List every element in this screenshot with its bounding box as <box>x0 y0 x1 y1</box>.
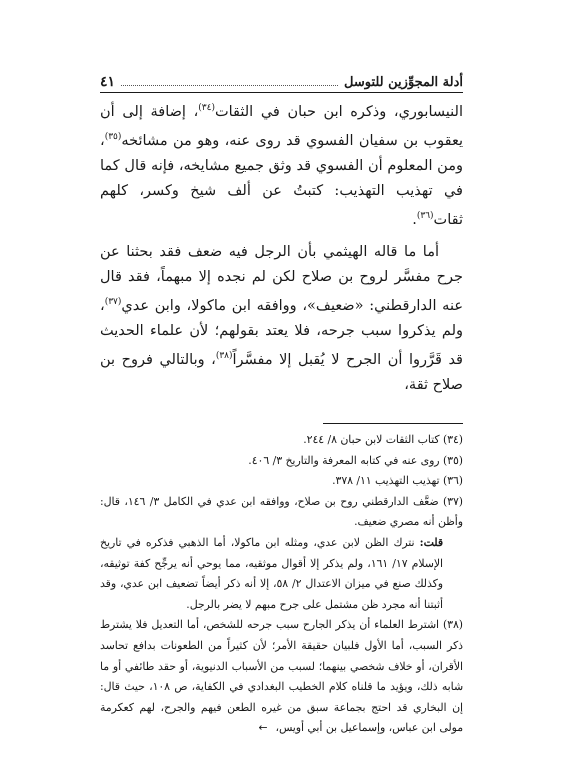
text-segment: ، ومن المعلوم أن الفسوي قد وثق جميع مشايخه، فإنه قال كما في تهذيب التهذيب: كتبتُ عن ألف شيخ وكسر، كلهم ثقات <box>100 132 463 228</box>
footnote-36: (٣٦) تهذيب التهذيب ١١/ ٣٧٨. <box>332 474 463 488</box>
header-dotted-leader <box>121 85 338 86</box>
text-segment: أما ما قاله الهيثمي بأن الرجل فيه ضعف فقد بحثنا عن جرح مفسَّر لروح بن صلاح لكن لم نجده إلا مبهماً، فقد قال عنه الدارقطني: «ضعيف»، ووافقه ابن ماكولا، وابن عدي <box>100 244 463 315</box>
text-segment: النيسابوري، وذكره ابن حبان في الثقات <box>214 103 463 120</box>
footnote-ref: (٣٧) <box>104 297 122 308</box>
header-title: أدلة المجوِّزين للتوسل <box>343 75 463 90</box>
footnote-35: (٣٥) روى عنه في كتابه المعرفة والتاريخ ٣/ ٤٠٦. <box>248 453 463 467</box>
paragraph-2 <box>100 240 463 398</box>
continue-arrow-icon: ← <box>258 721 268 735</box>
footnote-38-text: (٣٨) اشترط العلماء أن يذكر الجارح سبب جرحه للشخص، أما التعديل فلا يشترط ذكر السبب، أما الأول فلبيان حقيقة الأمر؛ لأن كثيراً من الطعونات بدافع تحاسد الأقران، أو خلاف شخصي بينهما؛ لسبب من الأسباب الدنيوية، أو حقد طائفي أو ما شابه ذلك، ويؤيد ما قلناه كلام الخطيب البغدادي في الكفاية، ص ١٠٨، حيث قال: إن البخاري قد احتج بجماعة سبق من غيره الطعن فيهم والجرح، لهم كعكرمة مولى ابن عباس، وإسماعيل بن أبي أويس، <box>100 618 463 735</box>
footnote-37-comment <box>100 533 463 615</box>
text-segment: ، وبالتالي فروح بن صلاح ثقة، <box>100 352 463 394</box>
text-segment: . <box>412 211 417 228</box>
footnote-separator <box>323 423 463 424</box>
footnote-ref: (٣٦) <box>416 210 434 221</box>
text-segment: ، إضافة إلى أن يعقوب بن سفيان الفسوي قد روى عنه، وهو من مشائخه <box>100 103 463 149</box>
footnote-37-label: قلت: <box>419 535 443 549</box>
page-number: ٤١ <box>100 74 116 90</box>
footnotes <box>100 430 463 739</box>
running-header <box>100 74 463 93</box>
footnote-ref: (٣٨) <box>215 351 233 362</box>
footnote-38 <box>100 615 463 739</box>
footnote-ref: (٣٤) <box>198 103 215 113</box>
main-text <box>100 96 463 398</box>
footnote-37-text: نترك الظن لابن عدي، ومثله ابن ماكولا، أما الذهبي فذكره في تاريخ الإسلام ١٧/ ١٦١، ولم يذكر إلا أقوال موثقيه، مما يوحي أنه يرجِّح كفة توثيقه، وكذلك صنع في ميزان الاعتدال ٢/ ٥٨، إلا أنه ذكر أيضاً تضعيف ابن عدي، وقد أثبتنا أنه مجرد ظن مشتمل على جرح مبهم لا يضر بالرجل. <box>100 535 443 611</box>
text-segment: ، ولم يذكروا سبب جرحه، فلا يعتد بقولهم؛ لأن علماء الحديث قد قَرَّروا أن الجرح لا يُقبل إلا مفسَّراً <box>100 298 463 369</box>
footnote-34: (٣٤) كتاب الثقات لابن حبان ٨/ ٢٤٤. <box>303 433 463 446</box>
paragraph-1 <box>100 96 463 232</box>
footnote-ref: (٣٥) <box>104 131 122 142</box>
footnote-37: (٣٧) ضعَّف الدارقطني روح بن صلاح، ووافقه ابن عدي في الكامل ٣/ ١٤٦، قال: وأظن أنه مصري ضعيف. <box>100 494 463 529</box>
